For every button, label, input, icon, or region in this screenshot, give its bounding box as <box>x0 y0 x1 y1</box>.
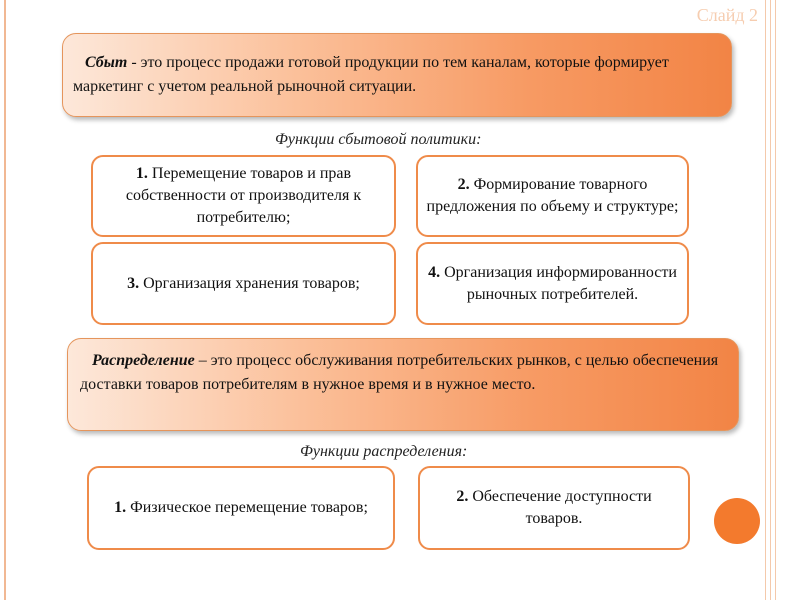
distribution-function-2 <box>418 466 690 550</box>
function-number: 3. <box>127 274 140 292</box>
sales-term: Сбыт <box>85 54 128 71</box>
right-frame-line <box>765 0 766 600</box>
function-number: 2. <box>456 488 469 505</box>
function-text: Формирование товарного предложения по объему и структуре; <box>426 176 679 215</box>
slide-number: Слайд 2 <box>696 5 758 25</box>
function-text: Физическое перемещение товаров; <box>126 499 368 516</box>
sales-functions-heading: Функции сбытовой политики: <box>275 131 482 148</box>
sales-definition-text: - это процесс продажи готовой продукции по тем каналам, которые формирует маркетинг с учетом реальной рыночной ситуации. <box>73 54 669 95</box>
right-frame-line <box>775 0 776 600</box>
function-number: 1. <box>135 165 148 182</box>
function-text: Организация информированности рыночных потребителей. <box>440 263 677 303</box>
distribution-definition-text: – это процесс обслуживания потребительских рынков, с целью обеспечения доставки товаров потребителям в нужное время и в нужное место. <box>80 352 719 393</box>
decorative-circle <box>714 498 760 544</box>
right-frame-line <box>770 0 771 600</box>
function-text: Перемещение товаров и прав собственности от производителя к потребителю; <box>125 165 362 226</box>
distribution-term: Распределение <box>92 352 195 369</box>
sales-function-3 <box>91 242 396 325</box>
function-text: Обеспечение доступности товаров. <box>468 488 652 527</box>
function-number: 1. <box>114 499 127 516</box>
sales-definition-banner <box>62 33 732 117</box>
sales-function-4 <box>416 242 689 325</box>
distribution-function-1 <box>87 466 395 550</box>
distribution-functions-heading: Функции распределения: <box>300 443 468 460</box>
function-number: 2. <box>457 176 470 193</box>
function-number: 4. <box>428 263 441 281</box>
distribution-definition-banner <box>67 338 739 431</box>
function-text: Организация хранения товаров; <box>139 274 360 292</box>
left-frame-line <box>4 0 6 600</box>
sales-function-1 <box>91 155 396 237</box>
sales-function-2 <box>416 155 689 237</box>
